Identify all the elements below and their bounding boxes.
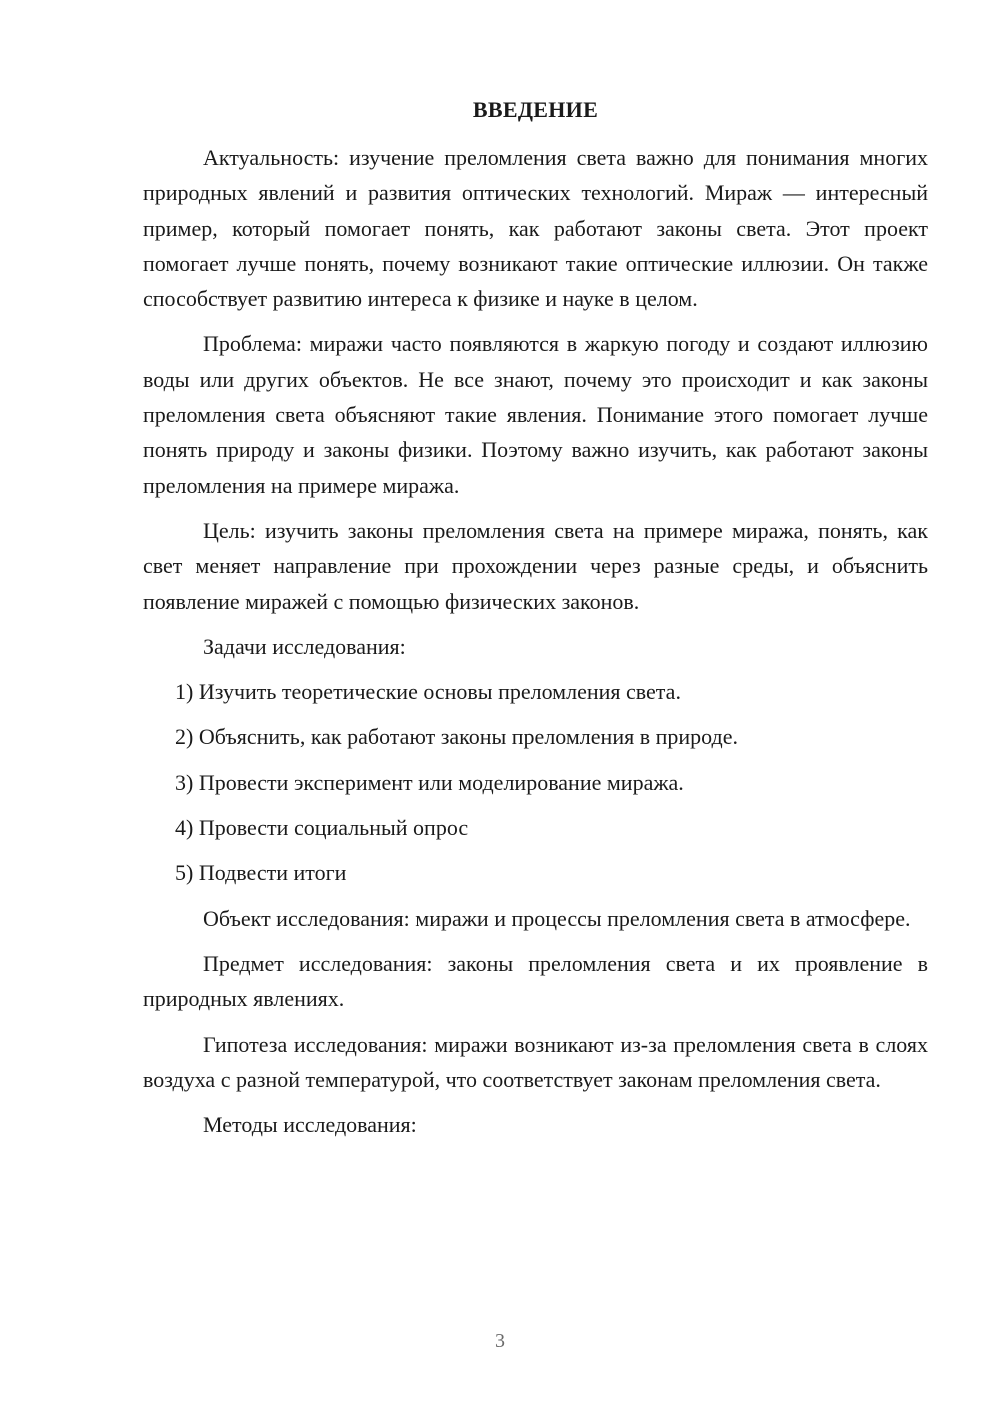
list-item: 1) Изучить теоретические основы преломления света. bbox=[175, 679, 681, 705]
hypothesis-paragraph: Гипотеза исследования: миражи возникают из-за преломления света в слоях воздуха с разной температурой, что соответствует законам преломления света. bbox=[143, 1031, 928, 1092]
page-number: 3 bbox=[495, 1330, 505, 1352]
goal-paragraph: Цель: изучить законы преломления света на примере миража, понять, как свет меняет направление при прохождении через разные среды, и объяснить появление миражей с помощью физических законов. bbox=[143, 517, 928, 614]
list-item: 4) Провести социальный опрос bbox=[175, 815, 469, 841]
subject-paragraph: Предмет исследования: законы преломления света и их проявление в природных явлениях. bbox=[143, 950, 928, 1012]
tasks-heading: Задачи исследования: bbox=[203, 633, 406, 659]
object-paragraph: Объект исследования: миражи и процессы преломления света в атмосфере. bbox=[203, 905, 911, 931]
document-page bbox=[143, 92, 928, 1152]
list-item: 2) Объяснить, как работают законы преломления в природе. bbox=[175, 724, 738, 750]
list-item: 3) Провести эксперимент или моделирование миража. bbox=[175, 769, 684, 795]
tasks-list bbox=[143, 674, 928, 890]
methods-heading: Методы исследования: bbox=[203, 1112, 417, 1138]
problem-paragraph: Проблема: миражи часто появляются в жаркую погоду и создают иллюзию воды или других объектов. Не все знают, почему это происходит и как законы преломления света объясняют такие явления. Понимание этого помогает лучше понять природу и законы физики. Поэтому важно изучить, как работают законы преломления на примере миража. bbox=[143, 331, 928, 498]
list-item: 5) Подвести итоги bbox=[175, 860, 347, 886]
relevance-paragraph: Актуальность: изучение преломления света важно для понимания многих природных явлений и развития оптических технологий. Мираж — интересный пример, который помогает понять, как работают законы света. Этот проект помогает лучше понять, почему возникают такие оптические иллюзии. Он также способствует развитию интереса к физике и науке в целом. bbox=[143, 145, 928, 312]
page-title: ВВЕДЕНИЕ bbox=[472, 97, 599, 122]
